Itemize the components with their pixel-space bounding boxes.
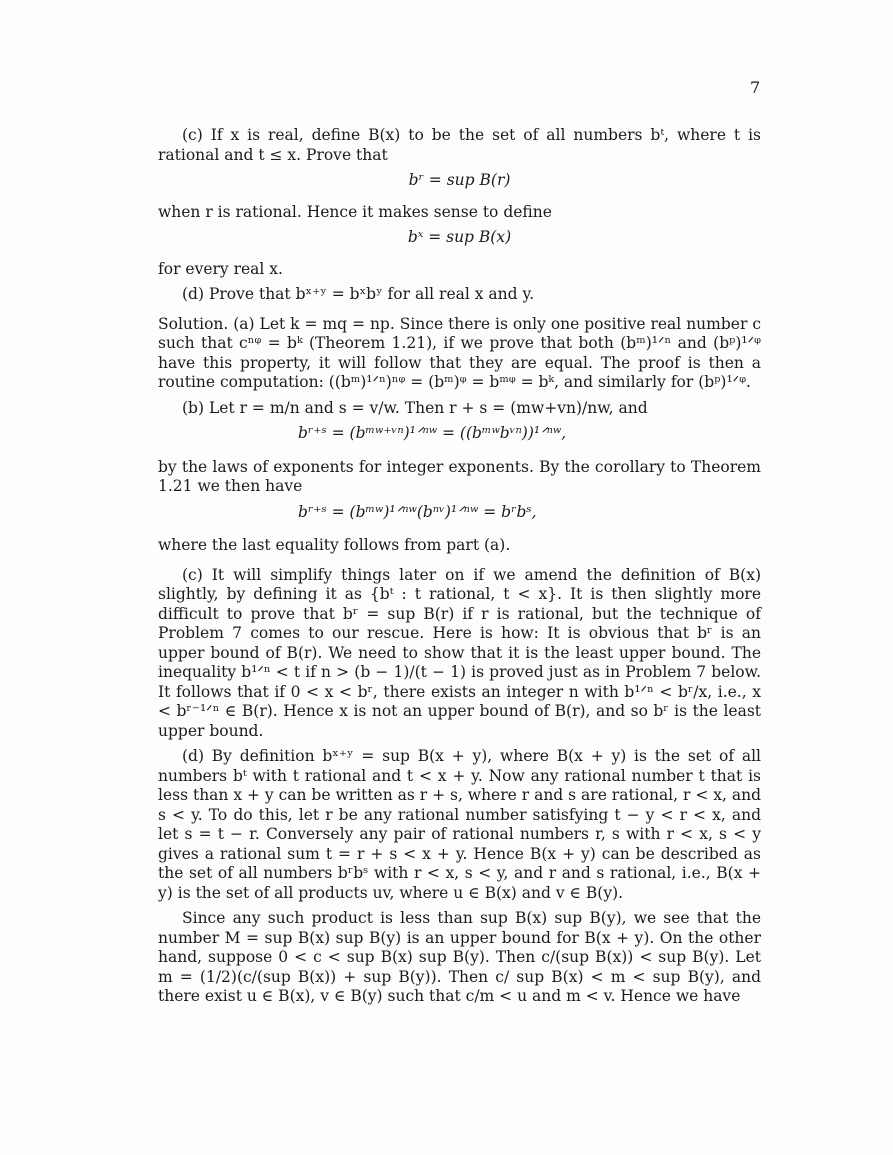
equation-br-sup: bʳ = sup B(r) xyxy=(408,171,511,189)
problem-part-d: (d) Prove that bˣ⁺ʸ = bˣbʸ for all real x and y. xyxy=(182,285,535,303)
solution-part-c: (c) It will simplify things later on if we amend the definition of B(x) slightly, by defining it as {bᵗ : t rational, t < x}. It is then slightly more difficult to prove that bʳ = sup B(r) if r is rational, but the technique of Problem 7 comes to our rescue. Here is how: It is obvious that bʳ is an upper bound of B(r). We need to show that it is the least upper bound. The inequality b¹ᐟⁿ < t if n > (b − 1)/(t − 1) is proved just as in Problem 7 below. It follows that if 0 < x < bʳ, there exists an integer n with b¹ᐟⁿ < bʳ/x, i.e., x < bʳ⁻¹ᐟⁿ ∈ B(r). Hence x is not an upper bound of B(r), and so bʳ is the least upper bound. xyxy=(158,565,761,740)
solution-part-d: (d) By definition bˣ⁺ʸ = sup B(x + y), where B(x + y) is the set of all numbers bᵗ with t rational and t < x + y. Now any rational number t that is less than x + y can be written as r + s, where r and s are rational, r < x, and s < y. To do this, let r be any rational number satisfying t − y < r < x, and let s = t − r. Conversely any pair of rational numbers r, s with r < x, s < y gives a rational sum t = r + s < x + y. Hence B(x + y) can be described as the set of all numbers bʳbˢ with r < x, s < y, and r and s rational, i.e., B(x + y) is the set of all products uv, where u ∈ B(x) and v ∈ B(y). xyxy=(158,747,761,902)
page-number: 7 xyxy=(750,78,761,97)
problem-part-c: (c) If x is real, define B(x) to be the set of all numbers bᵗ, where t is rational and t ≤ x. Prove that xyxy=(158,126,761,164)
text-last-equality: where the last equality follows from part (a). xyxy=(158,536,511,554)
page-body xyxy=(158,126,761,1013)
text-every-real: for every real x. xyxy=(158,259,283,278)
text-when-rational: when r is rational. Hence it makes sense to define xyxy=(158,202,552,221)
equation-product: bʳ⁺ˢ = (bᵐʷ)¹ᐟⁿʷ(bⁿᵛ)¹ᐟⁿʷ = bʳbˢ, xyxy=(298,502,537,521)
equation-exponent-sum: bʳ⁺ˢ = (bᵐʷ⁺ᵛⁿ)¹ᐟⁿʷ = ((bᵐʷbᵛⁿ))¹ᐟⁿʷ, xyxy=(298,424,567,442)
text-laws-of-exponents: by the laws of exponents for integer exponents. By the corollary to Theorem 1.21 we then have xyxy=(158,457,761,495)
solution-part-a: Solution. (a) Let k = mq = np. Since there is only one positive real number c such that cⁿᵠ = bᵏ (Theorem 1.21), if we prove that both (bᵐ)¹ᐟⁿ and (bᵖ)¹ᐟᵠ have this property, it will follow that they are equal. The proof is then a routine computation: ((bᵐ)¹ᐟⁿ)ⁿᵠ = (bᵐ)ᵠ = bᵐᵠ = bᵏ, and similarly for (bᵖ)¹ᐟᵠ. xyxy=(158,314,761,391)
solution-supremum-argument: Since any such product is less than sup B(x) sup B(y), we see that the number M = sup B(x) sup B(y) is an upper bound for B(x + y). On the other hand, suppose 0 < c < sup B(x) sup B(y). Then c/(sup B(x)) < sup B(y). Let m = (1/2)(c/(sup B(x)) + sup B(y)). Then c/ sup B(x) < m < sup B(y), and there exist u ∈ B(x), v ∈ B(y) such that c/m < u and m < v. Hence we have xyxy=(158,909,761,1005)
solution-part-b: (b) Let r = m/n and s = v/w. Then r + s = (mw+vn)/nw, and xyxy=(182,398,648,417)
equation-bx-sup: bˣ = sup B(x) xyxy=(407,228,512,246)
